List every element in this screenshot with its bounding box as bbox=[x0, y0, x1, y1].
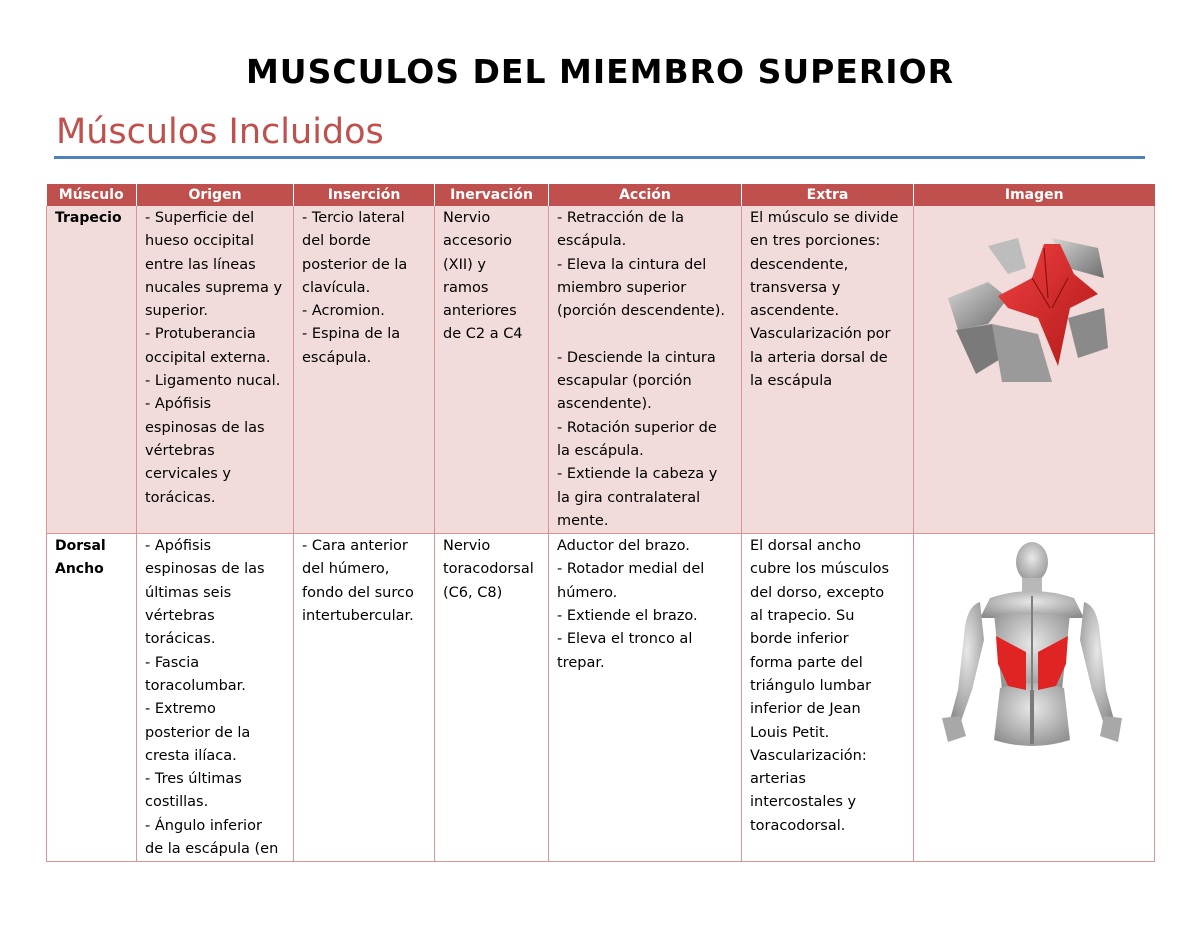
cell-line: - Tres últimas bbox=[145, 771, 242, 788]
cell-line: Aductor del brazo. bbox=[557, 538, 690, 555]
muscle-name-line-2: Ancho bbox=[55, 561, 104, 578]
cell-line: posterior de la bbox=[145, 724, 251, 741]
cell-line: ascendente). bbox=[557, 396, 652, 413]
header-origen: Origen bbox=[137, 184, 294, 206]
cell-line: espinosas de las bbox=[145, 561, 265, 578]
cell-line: - Eleva la cintura del bbox=[557, 256, 707, 273]
cell-line: escápula. bbox=[557, 233, 627, 250]
cell-line: (porción descendente). bbox=[557, 303, 725, 320]
cell-line: - Retracción de la bbox=[557, 210, 685, 226]
cell-line: - Ángulo inferior bbox=[145, 817, 262, 834]
muscle-name-line-1: Dorsal bbox=[55, 538, 106, 555]
cell-line: - Extiende la cabeza y bbox=[557, 466, 718, 483]
cell-line: Vascularización por bbox=[750, 326, 891, 343]
extra-cell bbox=[742, 206, 914, 534]
cell-line: descendente, bbox=[750, 256, 849, 273]
cell-line: costillas. bbox=[145, 794, 209, 811]
cell-line: escápula. bbox=[302, 349, 372, 366]
cell-line: inferior de Jean bbox=[750, 701, 861, 718]
cell-line: accesorio bbox=[443, 233, 513, 250]
insercion-cell bbox=[294, 206, 435, 534]
extra-cell bbox=[742, 534, 914, 862]
cell-line: la gira contralateral bbox=[557, 489, 701, 506]
cell-line: - Rotador medial del bbox=[557, 561, 705, 578]
header-accion: Acción bbox=[549, 184, 742, 206]
cell-line: intertubercular. bbox=[302, 608, 414, 625]
table-header-row bbox=[47, 184, 1155, 206]
document-title: MUSCULOS DEL MIEMBRO SUPERIOR bbox=[245, 52, 955, 91]
cell-line: de C2 a C4 bbox=[443, 326, 523, 343]
cell-line: - Ligamento nucal. bbox=[145, 373, 281, 390]
cell-line: transversa y bbox=[750, 279, 841, 296]
cell-line: - Eleva el tronco al bbox=[557, 631, 693, 648]
cell-line: de la escápula (en bbox=[145, 841, 279, 858]
muscle-name-cell bbox=[47, 206, 137, 534]
cell-line: - Desciende la cintura bbox=[557, 349, 716, 366]
cell-line: borde inferior bbox=[750, 631, 849, 648]
cell-line: vértebras bbox=[145, 442, 215, 459]
cell-line: miembro superior bbox=[557, 279, 687, 296]
cell-line: (C6, C8) bbox=[443, 584, 503, 601]
cell-line: - Apófisis bbox=[145, 538, 212, 555]
cell-line: arterias bbox=[750, 771, 806, 788]
cell-line: del dorso, excepto bbox=[750, 584, 885, 601]
table-row bbox=[47, 206, 1155, 534]
cell-line: - Cara anterior bbox=[302, 538, 408, 555]
cell-line: forma parte del bbox=[750, 654, 863, 671]
cell-line: intercostales y bbox=[750, 794, 857, 811]
cell-line: mente. bbox=[557, 512, 609, 529]
cell-line: - Extiende el brazo. bbox=[557, 608, 698, 625]
accion-cell bbox=[549, 206, 742, 534]
header-insercion: Inserción bbox=[294, 184, 435, 206]
cell-line: la escápula. bbox=[557, 442, 644, 459]
cell-line: ramos bbox=[443, 279, 489, 296]
cell-line: occipital externa. bbox=[145, 349, 271, 366]
muscle-name-cell bbox=[47, 534, 137, 862]
cell-line: - Superficie del bbox=[145, 210, 255, 226]
cell-line: El músculo se divide bbox=[750, 210, 899, 226]
cell-line: toracodorsal bbox=[443, 561, 534, 578]
cell-line: El dorsal ancho bbox=[750, 538, 862, 555]
cell-line: - Tercio lateral bbox=[302, 210, 405, 226]
latissimus-anatomy-image bbox=[934, 540, 1130, 756]
cell-line: - Apófisis bbox=[145, 396, 212, 413]
cell-line: vértebras bbox=[145, 608, 215, 625]
cell-line: toracolumbar. bbox=[145, 677, 246, 694]
origen-cell bbox=[137, 534, 294, 862]
cell-line: nucales suprema y bbox=[145, 279, 283, 296]
cell-line: anteriores bbox=[443, 303, 517, 320]
cell-line: hueso occipital bbox=[145, 233, 255, 250]
cell-line: espinosas de las bbox=[145, 419, 265, 436]
cell-line: torácicas. bbox=[145, 489, 216, 506]
cell-line: torácicas. bbox=[145, 631, 216, 648]
cell-line: triángulo lumbar bbox=[750, 677, 872, 694]
cell-line: Louis Petit. bbox=[750, 724, 830, 741]
cell-line: Nervio bbox=[443, 538, 491, 555]
muscle-table bbox=[46, 184, 1155, 862]
cell-line: - Acromion. bbox=[302, 303, 385, 320]
cell-line: Nervio bbox=[443, 210, 491, 226]
imagen-cell bbox=[914, 534, 1155, 862]
cell-line: toracodorsal. bbox=[750, 817, 846, 834]
cell-line: fondo del surco bbox=[302, 584, 414, 601]
cell-line: superior. bbox=[145, 303, 208, 320]
cell-line: en tres porciones: bbox=[750, 233, 881, 250]
cell-line: - Fascia bbox=[145, 654, 200, 671]
header-imagen: Imagen bbox=[914, 184, 1155, 206]
cell-line: clavícula. bbox=[302, 279, 371, 296]
accion-cell bbox=[549, 534, 742, 862]
origen-cell bbox=[137, 206, 294, 534]
cell-line: húmero. bbox=[557, 584, 618, 601]
header-inervacion: Inervación bbox=[435, 184, 549, 206]
cell-line: entre las líneas bbox=[145, 256, 256, 273]
inervacion-cell bbox=[435, 206, 549, 534]
cell-line: - Protuberancia bbox=[145, 326, 256, 343]
cell-line: cubre los músculos bbox=[750, 561, 890, 578]
cell-line: trepar. bbox=[557, 654, 605, 671]
inervacion-cell bbox=[435, 534, 549, 862]
section-heading: Músculos Incluidos bbox=[56, 112, 384, 152]
cell-line: ascendente. bbox=[750, 303, 840, 320]
trapezius-anatomy-image bbox=[948, 238, 1108, 382]
imagen-cell bbox=[914, 206, 1155, 534]
cell-line: cervicales y bbox=[145, 466, 232, 483]
cell-line: Vascularización: bbox=[750, 747, 867, 764]
cell-line: (XII) y bbox=[443, 256, 486, 273]
header-extra: Extra bbox=[742, 184, 914, 206]
cell-line: del húmero, bbox=[302, 561, 390, 578]
heading-rule bbox=[54, 156, 1145, 159]
cell-line: - Espina de la bbox=[302, 326, 401, 343]
insercion-cell bbox=[294, 534, 435, 862]
cell-line: la escápula bbox=[750, 373, 833, 390]
cell-line: - Extremo bbox=[145, 701, 216, 718]
cell-line: la arteria dorsal de bbox=[750, 349, 888, 366]
cell-line: - Rotación superior de bbox=[557, 419, 717, 436]
muscle-name: Trapecio bbox=[55, 210, 122, 226]
header-musculo: Músculo bbox=[47, 184, 137, 206]
cell-line bbox=[557, 323, 736, 346]
cell-line: del borde bbox=[302, 233, 371, 250]
cell-line: al trapecio. Su bbox=[750, 608, 855, 625]
cell-line: cresta ilíaca. bbox=[145, 747, 237, 764]
table-row bbox=[47, 534, 1155, 862]
cell-line: posterior de la bbox=[302, 256, 408, 273]
cell-line: últimas seis bbox=[145, 584, 232, 601]
cell-line: escapular (porción bbox=[557, 373, 692, 390]
